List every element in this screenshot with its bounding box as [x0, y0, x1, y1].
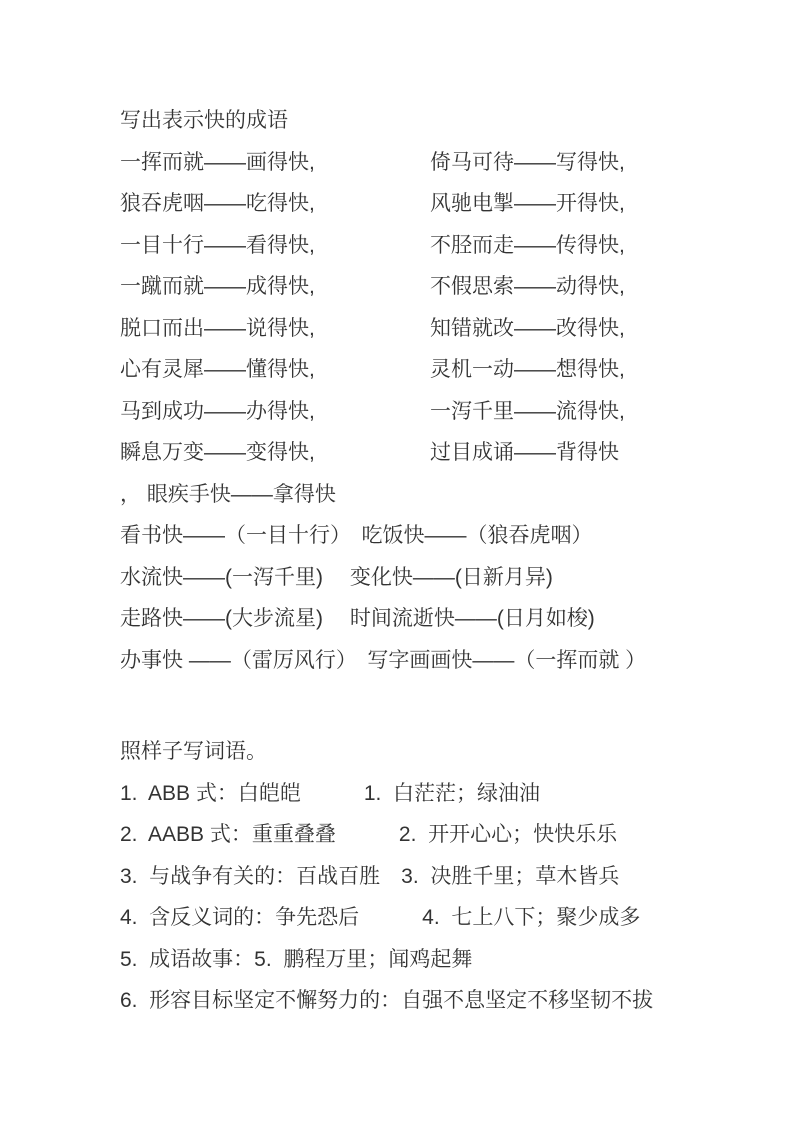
word-pattern-item: 4. 含反义词的：争先恐后 4. 七上八下；聚少成多 [120, 906, 641, 929]
idiom-pair-left: 一挥而就——画得快, [120, 150, 315, 174]
idiom-pair-row [120, 391, 692, 433]
section-divider-space [120, 681, 692, 731]
idiom-match-line: 办事快 ——（雷厉风行） 写字画画快——（一挥而就 ） [120, 648, 647, 672]
word-pattern-item: 1. ABB 式：白皑皑 1. 白茫茫；绿油油 [120, 781, 541, 805]
idiom-pair-row [120, 142, 692, 184]
idiom-pair-row [120, 183, 692, 225]
idiom-match-line: 看书快——（一目十行） 吃饭快——（狼吞虎咽） [120, 524, 593, 547]
idiom-pair-left: 马到成功——办得快, [120, 399, 315, 423]
idiom-pair-row [120, 266, 692, 308]
exercise2-title: 照样子写词语。 [120, 740, 267, 763]
idiom-continuation-line: ， 眼疾手快——拿得快 [120, 482, 336, 506]
idiom-pair-left: 脱口而出——说得快, [120, 316, 315, 340]
document-content [120, 100, 692, 1022]
idiom-pair-right: 一泻千里——流得快, [430, 399, 625, 423]
idiom-pair-left: 一蹴而就——成得快, [120, 275, 315, 298]
idiom-pair-row [120, 349, 692, 391]
idiom-pair-right: 风驰电掣——开得快, [430, 192, 625, 215]
idiom-pair-left: 心有灵犀——懂得快, [120, 358, 315, 381]
idiom-match-line: 走路快——(大步流星) 时间流逝快——(日月如梭) [120, 607, 595, 630]
idiom-match-line: 水流快——(一泻千里) 变化快——(日新月异) [120, 565, 553, 589]
idiom-pair-right: 倚马可待——写得快, [430, 150, 625, 174]
word-pattern-item: 2. AABB 式：重重叠叠 2. 开开心心；快快乐乐 [120, 823, 618, 846]
idiom-pair-left: 一目十行——看得快, [120, 233, 315, 257]
idiom-pair-right: 不胫而走——传得快, [430, 233, 625, 257]
idiom-pair-row [120, 432, 692, 474]
idiom-pair-left: 瞬息万变——变得快, [120, 441, 315, 464]
exercise1-title: 写出表示快的成语 [120, 109, 288, 132]
word-pattern-item: 3. 与战争有关的：百战百胜 3. 决胜千里；草木皆兵 [120, 864, 620, 888]
idiom-pair-row [120, 308, 692, 350]
idiom-pair-left: 狼吞虎咽——吃得快, [120, 192, 315, 215]
idiom-pair-right: 知错就改——改得快, [430, 316, 625, 340]
idiom-pair-row [120, 225, 692, 267]
word-pattern-item: 6. 形容目标坚定不懈努力的：自强不息坚定不移坚韧不拔 [120, 989, 654, 1012]
idiom-pair-right: 灵机一动——想得快, [430, 358, 625, 381]
idiom-pair-right: 不假思索——动得快, [430, 275, 625, 298]
idiom-pair-right: 过目成诵——背得快 [430, 441, 619, 464]
word-pattern-item: 5. 成语故事：5. 鹏程万里；闻鸡起舞 [120, 947, 473, 971]
